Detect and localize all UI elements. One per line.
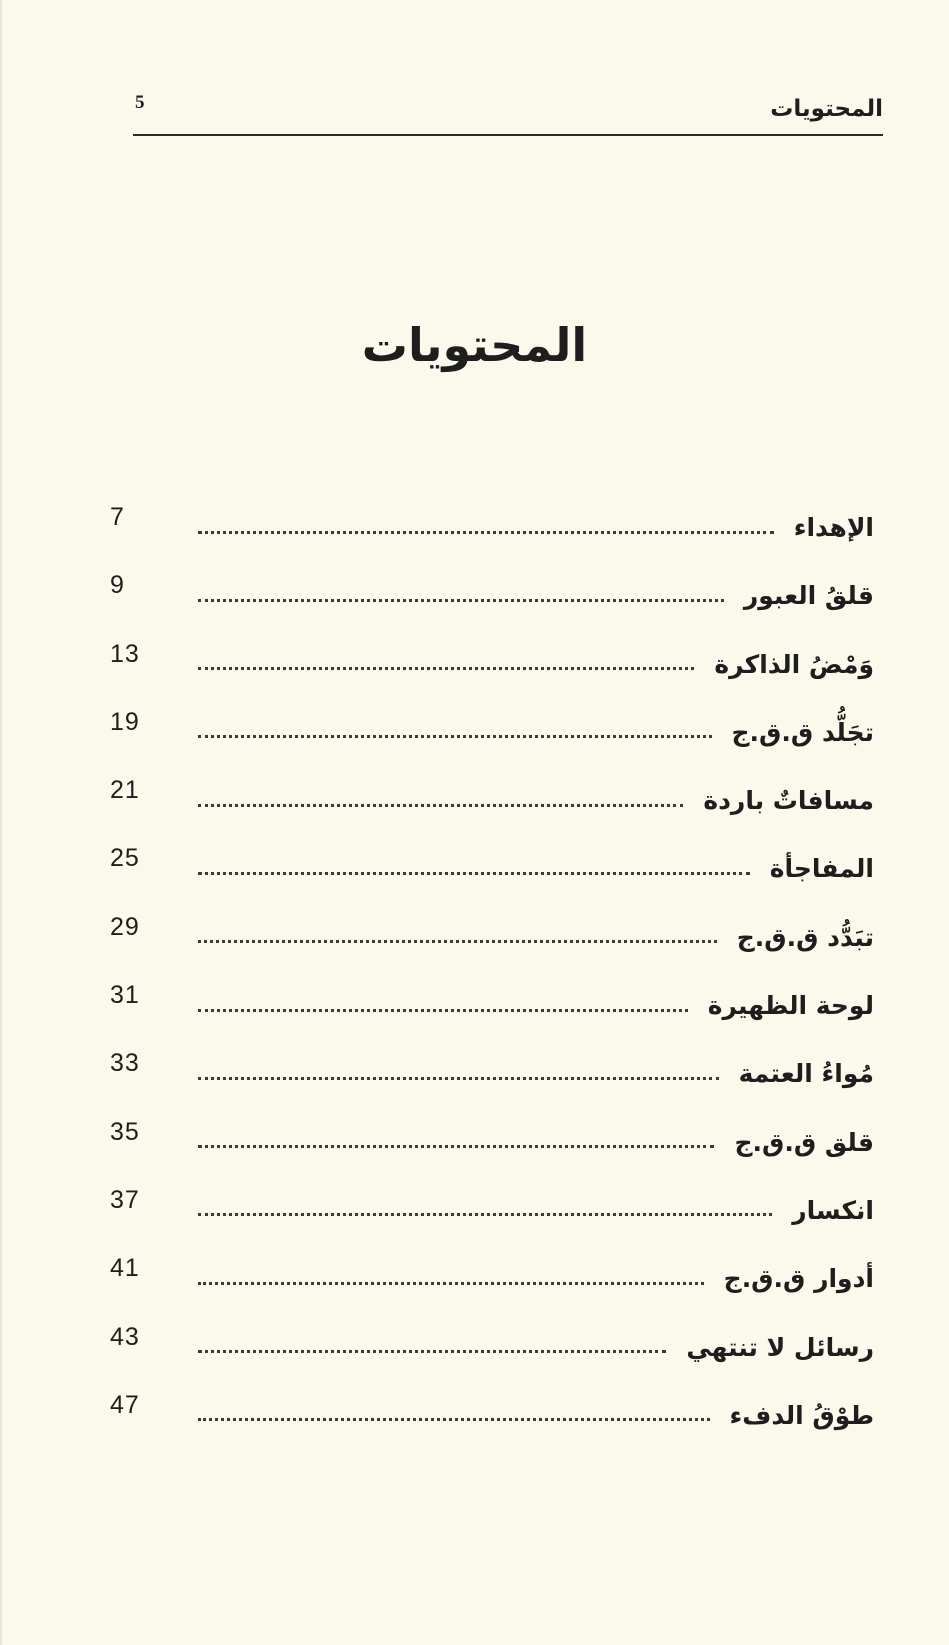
toc-title-row (198, 512, 874, 544)
toc-title: قلقُ العبور (743, 581, 874, 611)
toc-title-row (198, 990, 874, 1022)
toc-title: المفاجأة (769, 854, 874, 884)
toc-dot-leader (198, 1418, 710, 1421)
toc-entry (110, 843, 874, 911)
toc-entry (110, 980, 874, 1048)
toc-dot-leader (198, 1350, 666, 1353)
toc-title-row (198, 1127, 874, 1159)
toc-dot-leader (198, 1145, 714, 1148)
toc-entry (110, 1253, 874, 1321)
toc-page-number: 13 (110, 639, 140, 668)
toc-title: رسائل لا تنتهي (686, 1332, 874, 1362)
toc-entry (110, 1048, 874, 1116)
toc-title-row (198, 922, 874, 954)
toc-title-row (198, 580, 874, 612)
page-title: المحتويات (361, 318, 588, 372)
running-header (133, 88, 883, 148)
toc-title: وَمْضُ الذاكرة (714, 649, 874, 679)
toc-dot-leader (198, 599, 724, 602)
toc-page-number: 33 (110, 1049, 140, 1078)
toc-dot-leader (198, 804, 683, 807)
toc-title: تبَدُّد ق.ق.ج (736, 922, 874, 952)
toc-page-number: 47 (110, 1390, 140, 1419)
toc-title: الإهداء (793, 513, 874, 542)
toc-title: مُواءُ العتمة (738, 1059, 874, 1089)
table-of-contents (110, 502, 874, 1458)
toc-title: لوحة الظهيرة (707, 991, 874, 1021)
toc-title: تجَلُّد ق.ق.ج (731, 717, 874, 747)
toc-page-number: 25 (110, 844, 140, 873)
toc-title-row (198, 1332, 874, 1364)
toc-dot-leader (198, 531, 774, 534)
toc-title: قلق ق.ق.ج (734, 1127, 874, 1157)
toc-entry (110, 639, 874, 707)
toc-title-row (198, 1195, 874, 1227)
header-rule (133, 134, 883, 136)
toc-title-row (198, 853, 874, 885)
toc-page-number: 37 (110, 1185, 140, 1214)
toc-dot-leader (198, 1213, 772, 1216)
toc-page-number: 19 (110, 707, 140, 736)
toc-title: طوْقُ الدفء (729, 1400, 874, 1430)
toc-title-row (198, 785, 874, 817)
toc-entry (110, 775, 874, 843)
toc-entry (110, 1117, 874, 1185)
toc-title-row (198, 1400, 874, 1432)
header-page-number: 5 (135, 92, 145, 113)
toc-page-number: 41 (110, 1254, 140, 1283)
toc-entry (110, 502, 874, 570)
toc-page-number: 7 (110, 503, 125, 531)
toc-title-row (198, 1058, 874, 1090)
toc-dot-leader (198, 667, 694, 670)
toc-dot-leader (198, 1009, 688, 1012)
toc-page-number: 21 (110, 776, 140, 805)
toc-dot-leader (198, 872, 750, 875)
header-title: المحتويات (770, 96, 883, 122)
toc-entry (110, 912, 874, 980)
toc-page-number: 43 (110, 1322, 140, 1351)
toc-entry (110, 707, 874, 775)
toc-entry (110, 1322, 874, 1390)
toc-title-row (198, 1263, 874, 1295)
toc-dot-leader (198, 940, 717, 943)
toc-page-number: 9 (110, 571, 125, 600)
toc-title: انكسار (792, 1195, 874, 1225)
toc-title: أدوار ق.ق.ج (723, 1264, 874, 1294)
toc-entry (110, 570, 874, 638)
toc-page-number: 31 (110, 981, 140, 1010)
toc-title-row (198, 717, 874, 749)
toc-dot-leader (198, 1282, 704, 1285)
toc-entry (110, 1390, 874, 1458)
toc-title-row (198, 649, 874, 681)
toc-dot-leader (198, 735, 712, 738)
toc-page-number: 29 (110, 912, 140, 941)
toc-dot-leader (198, 1077, 719, 1080)
toc-title: مسافاتٌ باردة (703, 786, 874, 816)
toc-entry (110, 1185, 874, 1253)
toc-page-number: 35 (110, 1117, 140, 1146)
